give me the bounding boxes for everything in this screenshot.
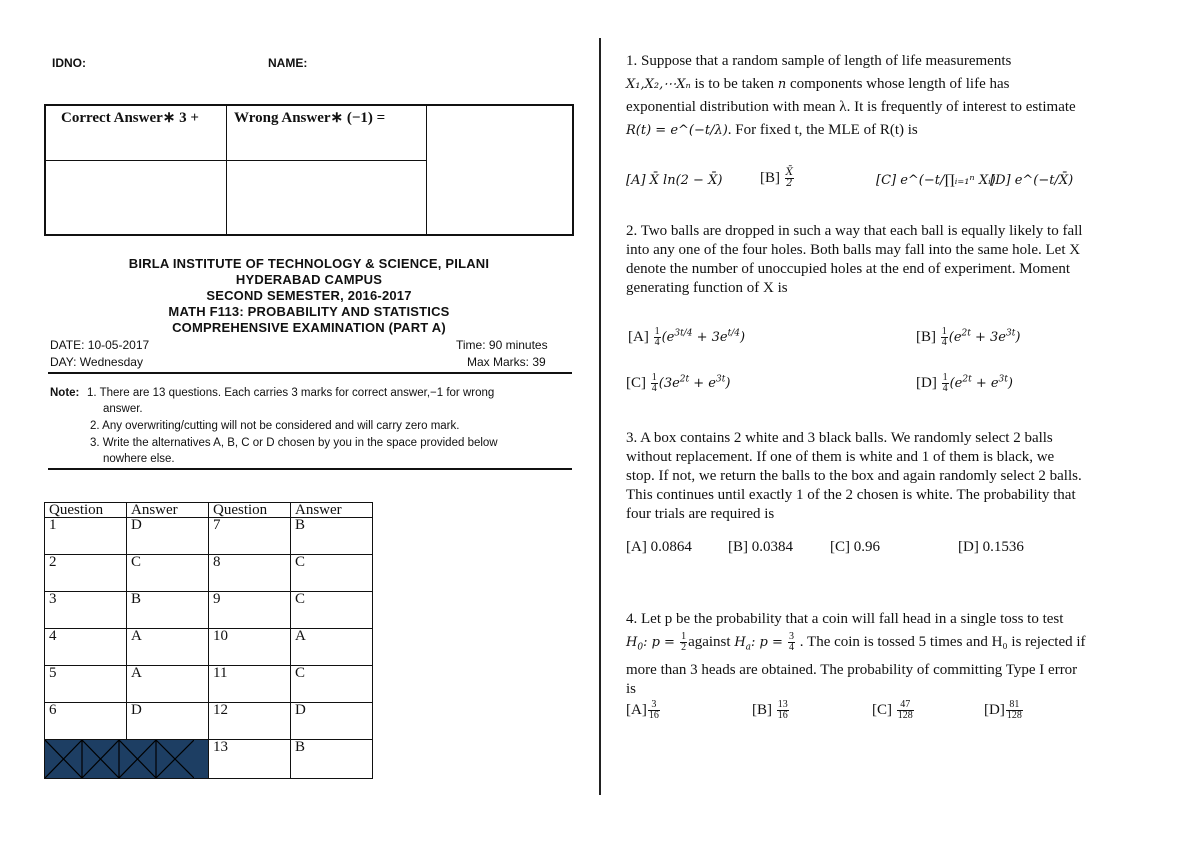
correct-answer-label: Correct Answer∗ 3 + [61,110,199,126]
q4-line-1: 4. Let p be the probability that a coin will fall head in a single toss to test [626,611,1064,627]
table-row [45,518,373,555]
q2-line-4: generating function of X is [626,280,788,296]
note-item-1-cont: answer. [103,403,143,415]
question-cell: 12 [209,703,291,740]
q3-line-4: This continues until exactly 1 of the 2 chosen is white. The probability that [626,487,1076,503]
q2-option-b-label: [B] [916,328,936,345]
table-row [45,555,373,592]
answer-cell[interactable]: B [291,740,373,779]
q2-option-c-label: [C] [626,374,646,391]
note-label: Note: [50,387,80,399]
q4-option-b[interactable] [752,700,790,721]
answer-table [44,502,373,779]
idno-label: IDNO: [52,56,86,70]
max-marks: Max Marks: 39 [467,355,546,369]
answer-cell[interactable]: C [291,555,373,592]
question-cell: 9 [209,592,291,629]
q3-line-1: 3. A box contains 2 white and 3 black balls. We randomly select 2 balls [626,430,1053,446]
score-box-divider [426,106,427,234]
question-cell: 13 [209,740,291,779]
q4-text: The coin is tossed 5 times and H₀ is rejected if [807,634,1086,650]
q2-frac: $\frac{1}{4}$ [942,372,948,394]
note-item-1: 1. There are 13 questions. Each carries 3 marks for correct answer,−1 for wrong [87,387,495,399]
q4-frac: $\frac{13}{16}$ [777,699,788,721]
table-row [45,703,373,740]
note-item-2: 2. Any overwriting/cutting will not be considered and will carry zero mark. [90,420,460,432]
question-cell: 8 [209,555,291,592]
table-header-row [45,503,373,518]
q2-option-b[interactable]: [B] $\frac{1}{4}$ $(e^{2t} + 3e^{3t})$ [916,326,1021,348]
answer-cell[interactable]: D [291,703,373,740]
q2-line-3: denote the number of unoccupied holes at the end of experiment. Moment [626,261,1071,277]
exam-day: DAY: Wednesday [50,355,143,369]
q4-frac: $\frac{3}{16}$ [648,699,659,721]
question-4 [626,610,1148,699]
q1-text: components whose length of life has [786,76,1010,92]
answer-cell[interactable]: B [291,518,373,555]
rule-top [48,372,572,374]
question-2 [626,222,1148,298]
q3-line-5: four trials are required is [626,506,775,522]
question-1 [626,50,1148,142]
cross-hatch-pattern [45,740,194,778]
q2-option-a-label: [A] [628,328,649,345]
q1-text: . For fixed t, the MLE of R(t) is [727,122,918,138]
q2-option-d-label: [D] [916,374,937,391]
q1-option-d-text: [D] e^(−t/X̄) [990,173,1074,188]
q4-option-c[interactable] [872,700,915,721]
question-cell: 3 [45,592,127,629]
question-cell: 4 [45,629,127,666]
q2-line-2: into any one of the four holes. Both balls may fall into the same hole. Let X [626,242,1081,258]
score-box-divider [226,106,227,234]
note-item-3-cont: nowhere else. [103,453,175,465]
answer-cell[interactable]: A [127,666,209,703]
q4-option-d[interactable] [984,700,1024,721]
crossed-out-cell [45,740,209,779]
q1-reliability-fn: R(t) = e^(−t/λ) [626,123,728,138]
answer-cell[interactable]: D [127,703,209,740]
q4-option-b-label: [B] [752,701,772,718]
col-header: Answer [291,503,373,518]
column-divider [599,38,601,795]
q1-option-b-frac: $\frac{X̄}{2}$ [785,167,793,189]
table-row [45,629,373,666]
q1-line-4 [626,119,1148,142]
table-row [45,740,373,779]
q3-line-3: stop. If not, we return the balls to the box and again randomly select 2 balls. [626,468,1082,484]
q1-var-n: n [777,77,787,92]
rule-bottom [48,468,572,470]
q3-option-c[interactable]: [C] 0.96 [830,539,880,555]
col-header: Answer [127,503,209,518]
q4-line-3: more than 3 heads are obtained. The probability of committing Type I error [626,661,1078,678]
question-cell: 6 [45,703,127,740]
q2-frac: $\frac{1}{4}$ [654,326,660,348]
q3-option-d[interactable]: [D] 0.1536 [958,539,1024,555]
score-box-hline [46,160,426,161]
col-header: Question [209,503,291,518]
answer-cell[interactable]: D [127,518,209,555]
question-cell: 5 [45,666,127,703]
institute-name: BIRLA INSTITUTE OF TECHNOLOGY & SCIENCE, PILANI [128,256,490,271]
q3-option-b[interactable]: [B] 0.0384 [728,539,793,555]
answer-cell[interactable]: C [127,555,209,592]
question-cell: 1 [45,518,127,555]
q4-line-2: $H_0$: p = $\frac{1}{2}$ against $H_a$: p = $\frac{3}{4}$ . The coin is tossed 5 times and H₀ is rejected if [626,631,1086,654]
q1-option-b[interactable] [760,168,795,189]
question-3 [626,429,1148,524]
q4-option-a-label: [A] [626,701,647,718]
q2-option-c[interactable]: [C] $\frac{1}{4}$ $(3e^{2t} + e^{3t})$ [626,372,731,394]
answer-cell[interactable]: A [127,629,209,666]
q3-line-2: without replacement. If one of them is white and 1 of them is black, we [626,449,1055,465]
q1-line-3: exponential distribution with mean λ. It is frequently of interest to estimate [626,99,1076,115]
q2-line-1: 2. Two balls are dropped in such a way that each ball is equally likely to fall [626,223,1083,239]
q1-option-c[interactable] [876,172,996,189]
wrong-answer-label: Wrong Answer∗ (−1) = [234,110,386,126]
semester-line: SECOND SEMESTER, 2016-2017 [206,288,412,303]
table-row [45,592,373,629]
exam-title: COMPREHENSIVE EXAMINATION (PART A) [172,320,446,335]
campus-name: HYDERABAD CAMPUS [235,272,383,287]
q4-alt-hypothesis: $H_a$: p = [734,635,788,653]
answer-cell[interactable]: B [127,592,209,629]
q1-line-1: 1. Suppose that a random sample of length of life measurements [626,53,1012,69]
q4-option-c-label: [C] [872,701,892,718]
q1-text: is to be taken [690,76,778,92]
answer-cell[interactable]: C [291,592,373,629]
q1-option-c-text: [C] e^(−t/∏ᵢ₌₁ⁿ Xᵢ) [876,173,996,188]
q4-option-d-label: [D] [984,701,1005,718]
q2-frac: $\frac{1}{4}$ [651,372,657,394]
q4-frac-half: $\frac{1}{2}$ [681,631,687,654]
q4-frac: $\frac{81}{128}$ [1006,699,1022,721]
exam-date: DATE: 10-05-2017 [50,338,150,352]
answer-cell[interactable]: A [291,629,373,666]
q4-line-4: is [626,680,637,697]
q2-frac: $\frac{1}{4}$ [941,326,947,348]
q3-option-a[interactable]: [A] 0.0864 [626,539,692,555]
q2-option-d[interactable]: [D] $\frac{1}{4}$ $(e^{2t} + e^{3t})$ [916,372,1013,394]
col-header: Question [45,503,127,518]
q1-option-a[interactable] [626,172,722,189]
q4-null-hypothesis: $H_0$: p = [626,635,680,653]
q4-option-a[interactable] [626,700,661,721]
name-label: NAME: [268,56,308,70]
q2-option-a[interactable]: [A] $\frac{1}{4}$ $(e^{3t/4} + 3e^{t/4})$ [628,326,746,348]
question-cell: 2 [45,555,127,592]
question-cell: 7 [209,518,291,555]
q1-option-d[interactable] [990,172,1073,189]
answer-cell[interactable]: C [291,666,373,703]
question-cell: 10 [209,629,291,666]
course-line: MATH F113: PROBABILITY AND STATISTICS [168,304,450,319]
exam-time: Time: 90 minutes [456,338,548,352]
table-row [45,666,373,703]
note-item-3: 3. Write the alternatives A, B, C or D chosen by you in the space provided below [90,437,498,449]
score-box [44,104,574,236]
q1-option-b-label: [B] [760,169,780,186]
q4-frac-three-quarters: $\frac{3}{4}$ [789,631,795,654]
q1-line-2 [626,73,1148,96]
q1-option-a-text: [A] X̄ ln(2 − X̄) [626,173,723,188]
q4-frac: $\frac{47}{128}$ [897,699,913,721]
question-cell: 11 [209,666,291,703]
q1-sample-vars: X₁,X₂,⋯Xₙ [626,77,691,92]
